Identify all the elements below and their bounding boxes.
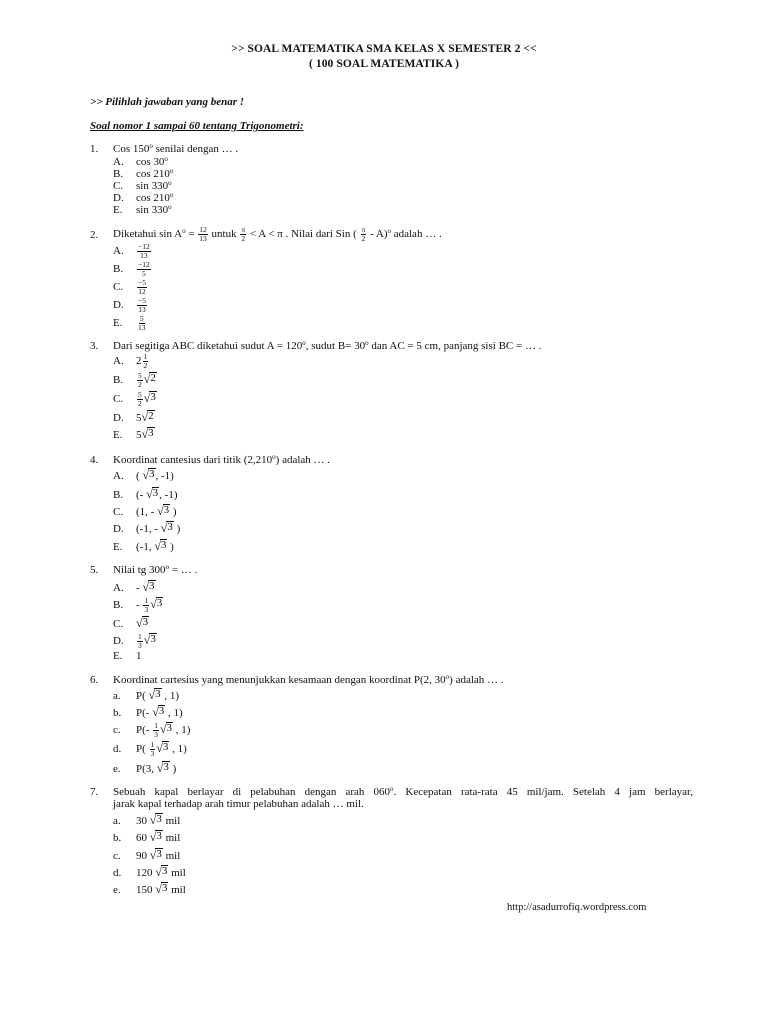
option-c: c. P(- $\frac{1}{3}$ √ 3 , 1) — [113, 721, 191, 739]
option-b: B. $\frac{5}{2}$ √ 2 — [113, 371, 156, 389]
option-d: D. 5 √ 2 — [113, 410, 154, 424]
option-a: A. cos 30$^o$ — [113, 155, 168, 168]
question-number: 4. — [90, 454, 99, 466]
option-e: E. $\frac{5}{13}$ — [113, 314, 146, 332]
option-a: A. ( √ 3 , -1) — [113, 468, 174, 482]
option-d: D. $\frac{1}{3}$ √ 3 — [113, 632, 156, 650]
option-d: D. (-1, - √ 3 ) — [113, 521, 181, 535]
option-a: A. $\frac{-12}{13}$ — [113, 242, 150, 260]
footer-url: http://asadurrofiq.wordpress.com — [507, 902, 647, 913]
question-text: Dari segitiga ABC diketahui sudut $A = 120^o$, sudut $B= 30^o$ dan AC = 5 cm, panjang sisi BC = … . — [113, 339, 542, 352]
option-b: B. - $\frac{1}{3}$ √ 3 — [113, 596, 163, 614]
option-a: A. 2 $\frac{1}{2}$ — [113, 352, 148, 370]
option-b: B. cos 210$^o$ — [113, 167, 174, 180]
option-c: c. 90 √ 3 mil — [113, 848, 181, 862]
option-c: C. sin 330$^o$ — [113, 179, 172, 192]
option-d: D. $\frac{-5}{13}$ — [113, 296, 146, 314]
option-e: E. 5 √ 3 — [113, 427, 154, 441]
question-text: Cos 150$^o$ senilai dengan … . — [113, 142, 239, 155]
question-number: 5. — [90, 564, 99, 576]
option-e: E. (-1, √ 3 ) — [113, 539, 174, 553]
section-heading: Soal nomor 1 sampai 60 tentang Trigonometri: — [90, 120, 304, 132]
question-number: 7. — [90, 786, 99, 798]
instruction: >> Pilihlah jawaban yang benar ! — [90, 96, 245, 108]
option-b: b. P(- √ 3 , 1) — [113, 705, 183, 719]
option-a: a. 30 √ 3 mil — [113, 813, 181, 827]
question-text-line-1: Sebuah kapal berlayar di pelabuhan dengan arah 060$^o$. Kecepatan rata-rata 45 mil/jam. Setelah 4 jam berlayar, — [113, 785, 693, 798]
option-d: D. cos 210$^o$ — [113, 191, 174, 204]
option-e: e. 150 √ 3 mil — [113, 882, 186, 896]
option-a: a. P( √ 3 , 1) — [113, 688, 180, 702]
option-e: E. 1 — [113, 650, 142, 662]
option-d: d. 120 √ 3 mil — [113, 865, 186, 879]
question-text: Diketahui $\sin A^o$ = $\frac{12}{13}$ untuk $\frac{\pi}{2}$ < A < π . Nilai dari Sin ( $\frac{\pi}{2}$ - A)$^o$ adalah … . — [113, 225, 442, 243]
question-number: 3. — [90, 340, 99, 352]
question-text: Koordinat cartesius yang menunjukkan kesamaan dengan koordinat P(2, 30$^o$) adalah … . — [113, 673, 504, 686]
option-e: e. P(3, √ 3 ) — [113, 761, 177, 775]
question-number: 1. — [90, 143, 99, 155]
option-b: B. (- √ 3 , -1) — [113, 487, 178, 501]
question-text-line-2: jarak kapal terhadap arah timur pelabuhan adalah … mil. — [113, 798, 364, 810]
question-number: 6. — [90, 674, 99, 686]
option-c: C. $\frac{-5}{12}$ — [113, 278, 146, 296]
document-subtitle: ( 100 SOAL MATEMATIKA ) — [308, 58, 460, 70]
question-text: Nilai tg $300^o$ = … . — [113, 563, 198, 576]
option-d: d. P( $\frac{1}{3}$ √ 3 , 1) — [113, 740, 187, 758]
option-b: b. 60 √ 3 mil — [113, 830, 181, 844]
option-c: C. √ 3 — [113, 616, 149, 630]
option-c: C. $\frac{5}{2}$ √ 3 — [113, 390, 156, 408]
option-b: B. $\frac{-12}{5}$ — [113, 260, 150, 278]
option-c: C. (1, - √ 3 ) — [113, 504, 177, 518]
document-title: >> SOAL MATEMATIKA SMA KELAS X SEMESTER 2 << — [231, 43, 537, 55]
option-e: E. sin 330$^o$ — [113, 203, 172, 216]
question-text: Koordinat cantesius dari titik (2,210$^o$) adalah … . — [113, 453, 331, 466]
option-a: A. - √ 3 — [113, 580, 155, 594]
question-number: 2. — [90, 229, 99, 241]
